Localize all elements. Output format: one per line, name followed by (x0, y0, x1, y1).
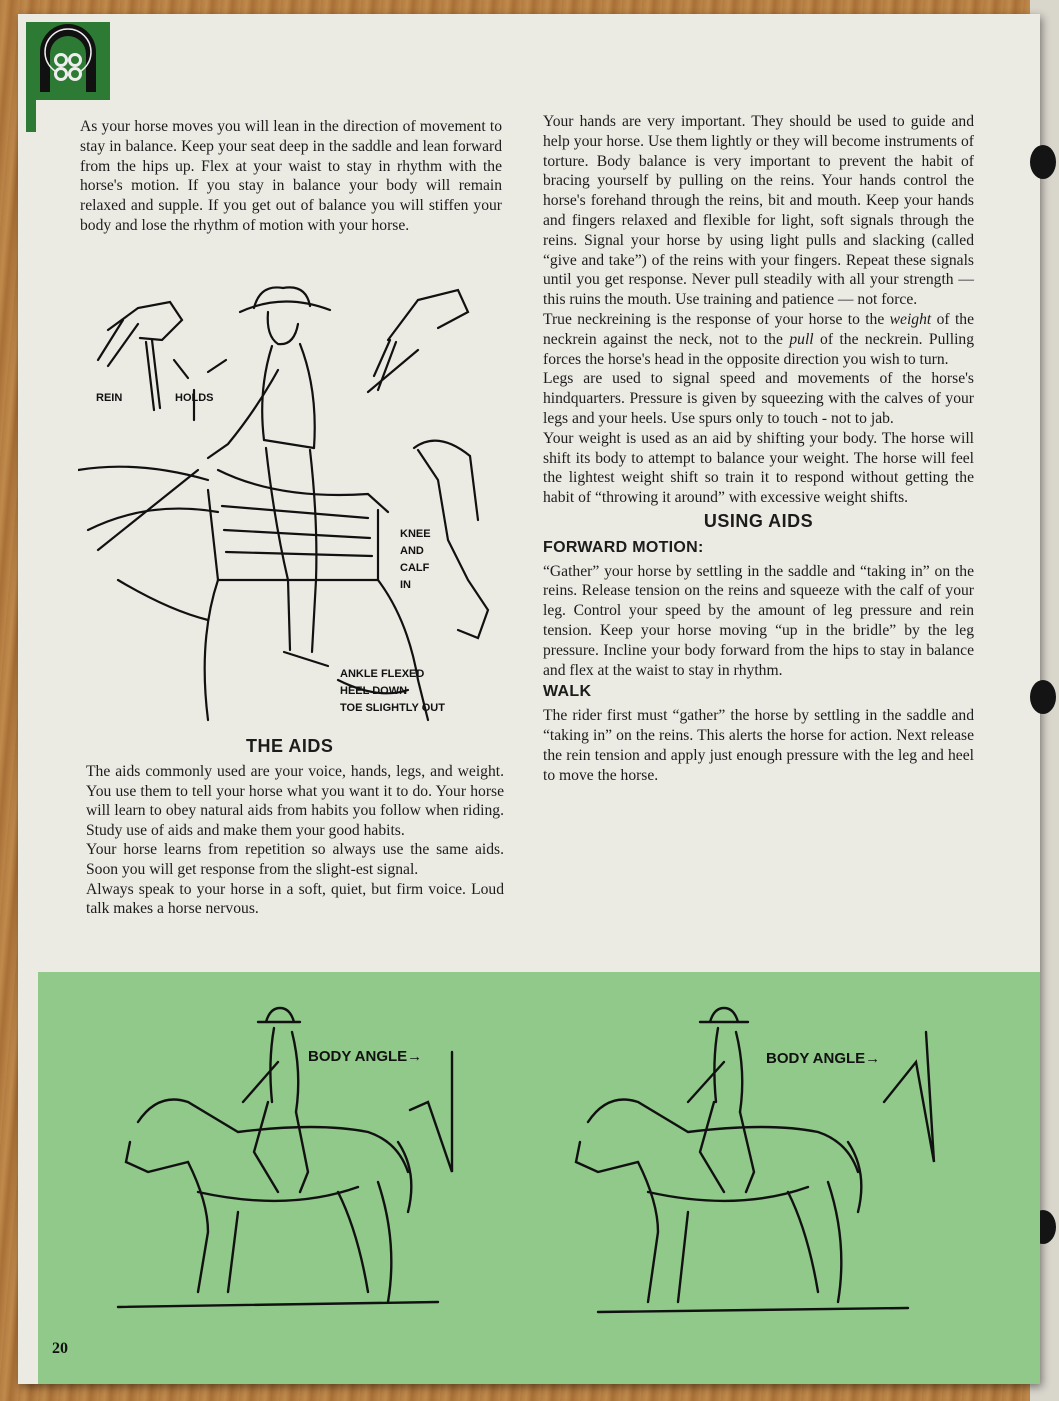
walk-heading: WALK (543, 683, 592, 701)
neckrein-text-3: of the neckrein. Pulling forces the horse's head in the opposite direction you wish to turn. (543, 330, 974, 368)
forward-motion-paragraph: “Gather” your horse by settling in the saddle and “taking in” on the reins. Release tension on the reins and squeeze with the calf of your leg. Control your speed by the amount of leg pressure and rein tension. Keep your horse moving “up in the bridle” by the leg pressure. Incline your body forward from the hips to stay in balance and flex at the waist to stay in rhythm. (543, 562, 974, 679)
hands-paragraph: Your hands are very important. They should be used to guide and help your horse. Use them lightly or they will become instruments of torture. Body balance is very important to prevent the habit of bracing yourself by pulling on the reins. Your hands control the horse's forehand through the reins, bit and mouth. Keep your hands and fingers relaxed and flexible for light, soft signals through the reins. Signal your horse by using light pulls and slacking (called “give and take”) of the reins with your fingers. Repeat these signals until you get response. Never pull steadily with all your strength — this ruins the mouth. Use training and patience — not force. (543, 113, 974, 309)
binder-hole-top (1030, 145, 1056, 179)
rider-illustration (78, 280, 508, 730)
using-aids-heading: USING AIDS (703, 510, 814, 531)
panel-edge-strip (1028, 972, 1040, 1384)
neckrein-paragraph (543, 310, 974, 369)
intro-paragraph: As your horse moves you will lean in the direction of movement to stay in balance. Keep your seat deep in the saddle and lean forward from the hips up. Flex at your waist to stay in rhythm with the horse's motion. If you stay in balance your body will remain relaxed and supple. If you get out of balance you will stiffen your body and lose the rhythm of motion with your horse. (80, 118, 502, 234)
body-angle-label-left: BODY ANGLE→ (308, 1048, 423, 1065)
label-knee-line3: CALF (400, 562, 430, 574)
right-column (543, 112, 974, 785)
rider-drawing (78, 280, 508, 730)
label-holds: HOLDS (175, 392, 214, 404)
body-angle-label-right: BODY ANGLE→ (766, 1050, 881, 1067)
intro-column (80, 117, 502, 236)
page-number: 20 (52, 1340, 68, 1357)
aids-heading: THE AIDS (246, 736, 334, 756)
label-ankle (340, 666, 445, 717)
label-rein: REIN (96, 392, 123, 404)
neckrein-pull-word: pull (789, 330, 814, 348)
label-knee-line1: KNEE (400, 528, 431, 540)
aids-text (86, 762, 504, 919)
body-angle-panel (38, 972, 1028, 1384)
label-knee-line4: IN (400, 579, 411, 591)
walk-paragraph: The rider first must “gather” the horse by settling in the saddle and “taking in” on the reins. This alerts the horse for action. Next release the rein tension and apply just enough pressure with the leg and heel to move the horse. (543, 707, 974, 784)
label-ankle-line1: ANKLE FLEXED (340, 668, 425, 680)
binder-hole-middle (1030, 680, 1056, 714)
horse-walk-illustrations (38, 972, 1028, 1384)
aids-paragraph-1: The aids commonly used are your voice, hands, legs, and weight. You use them to tell your horse what you want it to do. Your horse will learn to obey natural aids from habits you follow when riding. Study use of aids and make them your good habits. (86, 763, 504, 839)
weight-paragraph: Your weight is used as an aid by shifting your body. The horse will shift its body to attempt to balance your weight. The horse will feel the lightest weight shift so train it to respond without getting the habit of “throwing it around” with excessive weight shifts. (543, 429, 974, 507)
label-knee-line2: AND (400, 545, 424, 557)
label-knee (400, 526, 431, 594)
neckrein-weight-word: weight (889, 310, 932, 328)
legs-paragraph: Legs are used to signal speed and movements of the horse's hindquarters. Pressure is given by squeezing with the calves of your legs and your heels. Use spurs only to touch - not to jab. (543, 370, 974, 427)
label-ankle-line3: TOE SLIGHTLY OUT (340, 702, 445, 714)
clover-logo (26, 22, 110, 100)
neckrein-text-2: of the neckrein against the neck, not to the (543, 310, 974, 348)
aids-paragraph-2: Your horse learns from repetition so always use the same aids. Soon you will get response from the slight-est signal. (86, 841, 504, 878)
forward-motion-heading: FORWARD MOTION: (543, 538, 704, 556)
neckrein-text-1: True neckreining is the response of your horse to the (543, 310, 890, 328)
clover-icon (26, 22, 110, 100)
aids-paragraph-3: Always speak to your horse in a soft, quiet, but firm voice. Loud talk makes a horse nervous. (86, 880, 504, 918)
label-ankle-line2: HEEL DOWN (340, 685, 408, 697)
